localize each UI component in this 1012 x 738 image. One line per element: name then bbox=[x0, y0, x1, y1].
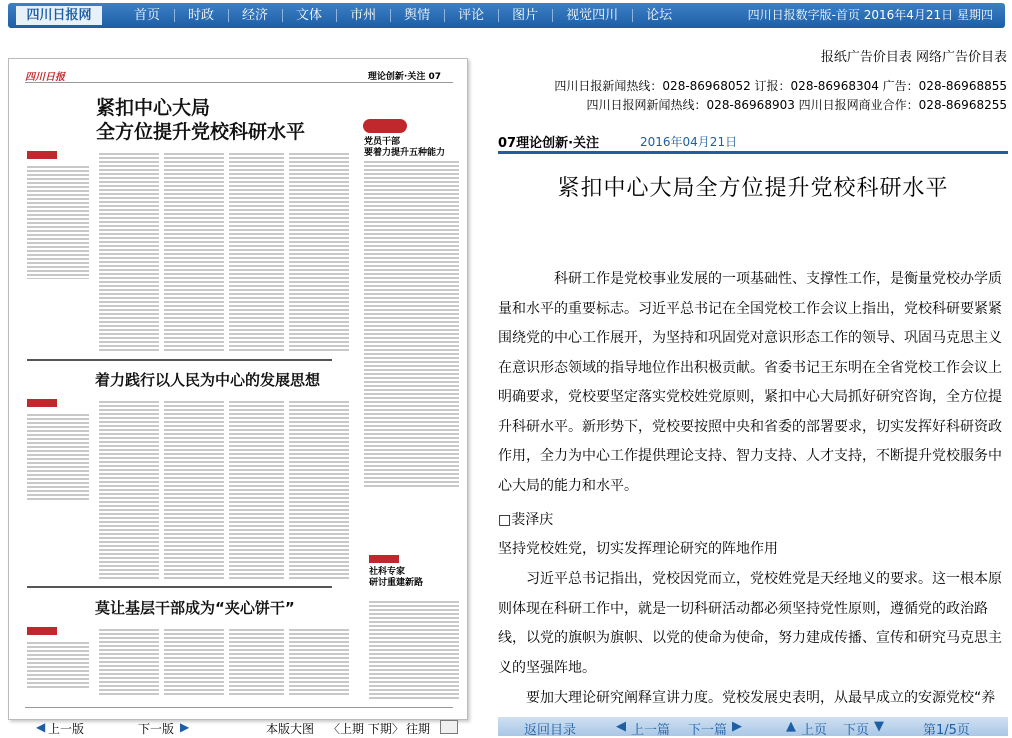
nav-item-public-opinion[interactable]: 舆情 bbox=[390, 3, 444, 28]
article-author: □裴泽庆 bbox=[498, 512, 554, 528]
next-page-down-icon[interactable]: ▼ bbox=[874, 719, 884, 734]
prev-page-up-icon[interactable]: ▲ bbox=[786, 719, 796, 734]
paper-headline-1b[interactable]: 全方位提升党校科研水平 bbox=[96, 121, 306, 143]
paper-text-block[interactable] bbox=[229, 151, 284, 351]
next-article-link[interactable]: 下一篇 bbox=[688, 723, 728, 738]
paper-text-block[interactable] bbox=[369, 599, 459, 699]
section-label: 07理论创新·关注 bbox=[498, 136, 600, 151]
prev-edition-link[interactable]: 上一版 bbox=[48, 722, 85, 736]
nav-item-commentary[interactable]: 评论 bbox=[444, 3, 498, 28]
article-paragraph: 习近平总书记指出，党校因党而立，党校姓党是天经地义的要求。这一根本原则体现在科研工作中，就是一切科研活动都必须坚持党性原则，遵循党的政治路线，以党的旗帜为旗帜、以党的使命为使命，努力建成传播、宣传和研究马克思主义的坚强阵地。 bbox=[498, 571, 1002, 676]
paper-text-block[interactable] bbox=[229, 627, 284, 697]
paper-text-block[interactable] bbox=[164, 399, 224, 579]
prev-article-arrow-icon[interactable]: ◀ bbox=[616, 719, 626, 734]
page-indicator: 第1/5页 bbox=[923, 723, 970, 738]
paper-text-block[interactable] bbox=[229, 399, 284, 579]
paper-section-header: 理论创新·关注 07 bbox=[367, 72, 441, 82]
article-paragraph: 科研工作是党校事业发展的一项基础性、支撑性工作，是衡量党校办学质量和水平的重要标志。习近平总书记在全国党校工作会议上指出，党校科研要紧紧围绕党的中心工作展开，为坚持和巩固党对意识形态工作的领导、巩固马克思主义在意识形态领域的指导地位作出积极贡献。省委书记王东明在全省党校工作会议上明确要求，党校要坚定落实党校姓党原则，紧扣中心大局抓好研究咨询，全方位提升科研水平。新形势下，党校要按照中央和省委的部署要求，切实发挥好科研资政作用，全力为中心工作提供理论支持、智力支持、人才支持，不断提升党校服务中心大局的能力和水平。 bbox=[498, 271, 1002, 494]
next-edition-link[interactable]: 下一版 bbox=[138, 722, 175, 736]
paper-column-label bbox=[27, 399, 57, 407]
prev-article-link[interactable]: 上一篇 bbox=[631, 723, 671, 738]
paper-nav-bar bbox=[8, 717, 468, 736]
next-article-arrow-icon[interactable]: ▶ bbox=[732, 719, 742, 734]
paper-text-block[interactable] bbox=[164, 627, 224, 697]
paper-divider bbox=[27, 359, 332, 361]
nav-item-cities[interactable]: 市州 bbox=[336, 3, 390, 28]
paper-text-block[interactable] bbox=[99, 151, 159, 351]
site-logo[interactable]: 四川日报网 bbox=[16, 6, 102, 25]
prev-page-arrow-icon[interactable]: ◀ bbox=[36, 720, 46, 734]
edition-date: 四川日报数字版-首页 2016年4月21日 星期四 bbox=[747, 8, 993, 22]
back-to-index-link[interactable]: 返回目录 bbox=[524, 723, 577, 738]
hotline-website: 四川日报网新闻热线：028-86968903 四川日报网商业合作：028-86968255 bbox=[586, 98, 1007, 112]
paper-text-block[interactable] bbox=[27, 640, 89, 690]
paper-text-block[interactable] bbox=[27, 412, 89, 502]
nav-menu bbox=[120, 3, 686, 28]
article-subheading: 坚持党校姓党，切实发挥理论研究的阵地作用 bbox=[498, 541, 778, 557]
paper-divider bbox=[27, 586, 332, 588]
paper-column-label bbox=[27, 151, 57, 159]
article-nav-bar bbox=[498, 717, 1008, 736]
prev-page-link[interactable]: 上页 bbox=[801, 723, 828, 738]
paper-text-block[interactable] bbox=[99, 627, 159, 697]
nav-item-politics[interactable]: 时政 bbox=[174, 3, 228, 28]
paper-side-title-2[interactable]: 社科专家 研讨重建新路 bbox=[369, 567, 424, 588]
article-paragraph: 要加大理论研究阐释宣讲力度。党校发展史表明，从最早成立的安源党校“养 bbox=[526, 690, 996, 706]
paper-masthead-logo: 四川日报 bbox=[25, 72, 65, 83]
past-issues-label: 往期 bbox=[406, 722, 431, 736]
paper-side-title-1[interactable]: 党员干部 要着力提升五种能力 bbox=[364, 137, 446, 158]
paper-footer-line bbox=[25, 707, 453, 708]
paper-text-block[interactable] bbox=[164, 151, 224, 351]
nav-item-home[interactable]: 首页 bbox=[134, 8, 161, 23]
top-nav-bar bbox=[8, 3, 1005, 28]
paper-text-block[interactable] bbox=[364, 159, 459, 489]
ad-price-links[interactable]: 报纸广告价目表 网络广告价目表 bbox=[820, 50, 1007, 65]
prev-next-issue-links[interactable]: 〈上期 下期〉 bbox=[328, 722, 404, 736]
calendar-icon[interactable] bbox=[440, 720, 458, 734]
nav-item-economy[interactable]: 经济 bbox=[228, 3, 282, 28]
next-page-arrow-icon[interactable]: ▶ bbox=[180, 720, 190, 734]
nav-item-photos[interactable]: 图片 bbox=[498, 3, 552, 28]
paper-red-badge bbox=[363, 119, 407, 133]
paper-headline-3[interactable]: 莫让基层干部成为“夹心饼干” bbox=[95, 599, 295, 617]
nav-item-visual-sichuan[interactable]: 视觉四川 bbox=[552, 3, 632, 28]
paper-headline-2[interactable]: 着力践行以人民为中心的发展思想 bbox=[95, 371, 321, 389]
page-large-image-link[interactable]: 本版大图 bbox=[266, 722, 315, 736]
paper-column-label bbox=[369, 555, 399, 563]
paper-text-block[interactable] bbox=[289, 151, 349, 351]
paper-text-block[interactable] bbox=[99, 399, 159, 579]
paper-text-block[interactable] bbox=[289, 399, 349, 579]
paper-header bbox=[25, 68, 453, 83]
paper-headline-1a[interactable]: 紧扣中心大局 bbox=[96, 97, 211, 119]
paper-column-label bbox=[27, 627, 57, 635]
paper-text-block[interactable] bbox=[289, 627, 349, 697]
nav-item-forum[interactable]: 论坛 bbox=[632, 3, 686, 28]
newspaper-page[interactable] bbox=[8, 58, 468, 720]
article-title: 紧扣中心大局全方位提升党校科研水平 bbox=[557, 176, 949, 201]
nav-item-culture-sports[interactable]: 文体 bbox=[282, 3, 336, 28]
section-header bbox=[498, 129, 1008, 154]
hotline-newspaper: 四川日报新闻热线：028-86968052 订报：028-86968304 广告：028-86968855 bbox=[554, 79, 1007, 93]
section-date: 2016年04月21日 bbox=[640, 135, 738, 149]
next-page-link[interactable]: 下页 bbox=[843, 723, 870, 738]
paper-text-block[interactable] bbox=[27, 164, 89, 279]
